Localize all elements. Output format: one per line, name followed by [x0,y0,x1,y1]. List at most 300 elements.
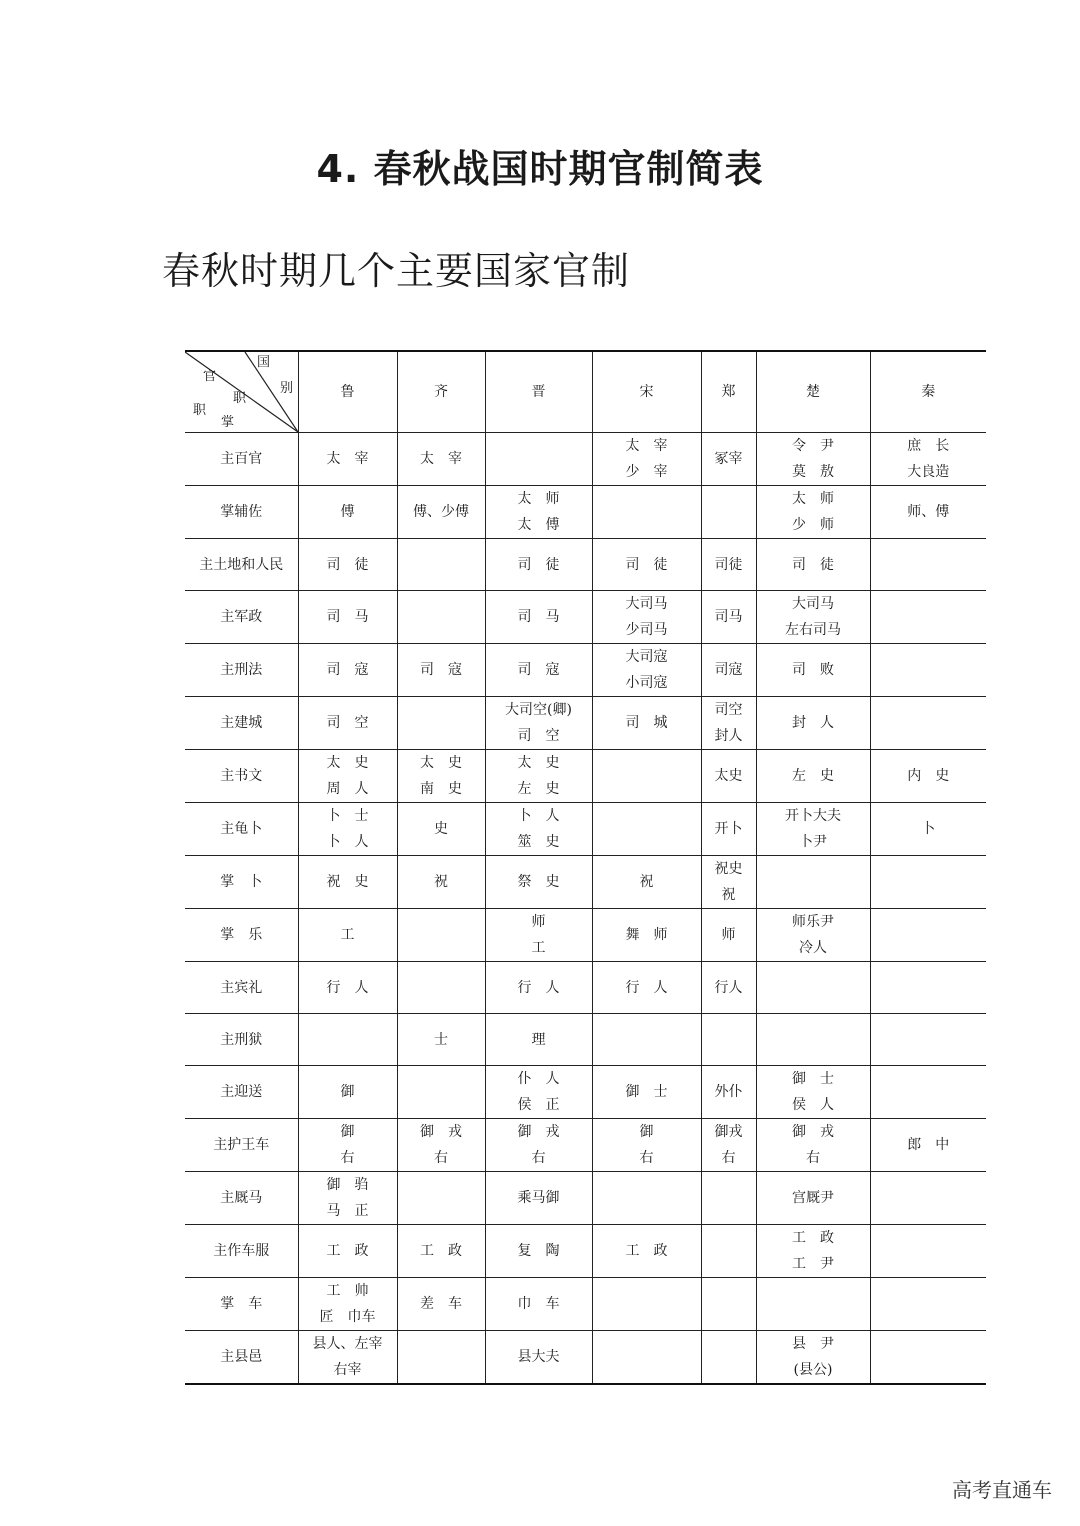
office-cell [756,539,870,591]
office-cell-line: 御 戎 [517,1124,560,1140]
table-row [185,909,986,962]
office-cell [298,1119,397,1172]
office-cell-line: 县大夫 [517,1349,560,1365]
office-cell [756,1225,870,1278]
office-cell [592,539,701,591]
office-cell-line: 太 师 [517,491,560,507]
office-cell-line: 工 [531,940,546,956]
state-header-6: 秦 [870,351,986,433]
office-cell [592,433,701,486]
office-cell [870,1331,986,1385]
office-cell-line: 右 [639,1150,654,1166]
office-cell-line: 太 史 [326,755,369,771]
office-cell [870,1172,986,1225]
table-row [185,1331,986,1385]
watermark-text: 高考直通车 [952,1478,1052,1502]
table-row [185,1225,986,1278]
office-cell [397,1066,485,1119]
table-row [185,1278,986,1331]
office-cell-line: 县人、左宰 [312,1336,383,1352]
office-cell-line: 马 正 [326,1203,369,1219]
table-row [185,591,986,644]
duty-cell: 掌辅佐 [185,486,298,539]
office-cell-line: 司 马 [326,609,369,625]
office-cell [701,1066,756,1119]
office-cell [397,591,485,644]
office-cell [298,1066,397,1119]
office-cell-line: 工 帅 [326,1283,369,1299]
office-cell-line: 御 士 [792,1071,834,1087]
office-cell-line: 宫厩尹 [792,1190,834,1206]
office-cell [756,486,870,539]
office-cell-line: 司空 [714,702,743,718]
office-cell-line: 司 城 [625,715,668,731]
office-cell [592,697,701,750]
office-cell-line: 郎 中 [907,1137,950,1153]
office-cell [870,803,986,856]
office-cell-line: 右 [340,1150,355,1166]
corner-label-guo: 国 [257,355,271,370]
office-cell-line: 工 [340,927,355,943]
office-cell-line: 司 寇 [326,662,369,678]
office-cell-line: (县公) [793,1362,833,1378]
office-cell-line: 太 史 [517,755,560,771]
office-cell [701,539,756,591]
office-cell [870,539,986,591]
office-cell-line: 舞 师 [625,927,668,943]
duty-cell: 主建城 [185,697,298,750]
office-cell [298,856,397,909]
office-cell [701,591,756,644]
corner-header-cell [185,351,298,433]
duty-cell: 主百官 [185,433,298,486]
office-cell [701,486,756,539]
office-cell [701,750,756,803]
office-cell [701,856,756,909]
office-cell [701,697,756,750]
table-row [185,697,986,750]
duty-cell: 主军政 [185,591,298,644]
duty-cell: 主迎送 [185,1066,298,1119]
corner-label-zhang: 掌 [221,415,235,430]
office-cell-line: 莫 敖 [792,464,834,480]
office-cell-line: 大司寇 [625,649,668,665]
office-cell-line: 师 [531,914,546,930]
office-cell-line: 史 [434,821,448,837]
office-cell [298,909,397,962]
office-cell [756,644,870,697]
office-cell-line: 大司马 [792,596,834,612]
office-cell-line: 右 [721,1150,736,1166]
office-cell-line: 封 人 [792,715,834,731]
office-cell-line: 工 政 [792,1230,834,1246]
office-cell [592,856,701,909]
office-cell-line: 巾 车 [517,1296,560,1312]
office-cell-line: 御 戎 [420,1124,462,1140]
office-cell-line: 御 戎 [792,1124,834,1140]
office-cell-line: 太史 [714,768,743,784]
office-cell [485,1014,592,1066]
page-title: 4. 春秋战国时期官制简表 [316,147,764,191]
office-cell [592,591,701,644]
office-cell [298,539,397,591]
office-cell [756,433,870,486]
office-cell-line: 士 [434,1031,448,1048]
office-cell [592,803,701,856]
office-cell-line: 师、傅 [907,504,950,520]
office-cell [701,1225,756,1278]
office-cell [592,1014,701,1066]
office-cell [701,1172,756,1225]
duty-cell: 主厩马 [185,1172,298,1225]
office-cell [701,1014,756,1066]
state-header-5: 楚 [756,351,870,433]
office-cell [485,433,592,486]
office-cell [298,591,397,644]
state-header-4: 郑 [701,351,756,433]
office-cell-line: 司 败 [792,662,834,678]
office-cell-line: 祝史 [714,861,743,877]
table-row [185,1014,986,1066]
office-cell-line: 侯 正 [517,1097,560,1113]
duty-cell: 主宾礼 [185,962,298,1014]
duty-cell: 掌 卜 [185,856,298,909]
office-cell-line: 大良造 [907,464,950,480]
duty-cell: 主土地和人民 [185,539,298,591]
office-cell [485,1172,592,1225]
office-cell-line: 大司马 [625,596,668,612]
office-cell [485,909,592,962]
office-cell [397,750,485,803]
office-cell-line: 卜 [921,821,936,837]
office-cell [397,1225,485,1278]
table-row [185,962,986,1014]
office-cell-line: 御 [340,1124,355,1140]
office-cell-line: 少司马 [625,622,668,638]
office-cell [592,962,701,1014]
office-cell-line: 令 尹 [792,438,834,454]
office-cell [701,962,756,1014]
office-cell-line: 内 史 [907,768,950,784]
duty-cell: 掌 车 [185,1278,298,1331]
office-cell-line: 行 人 [625,979,668,996]
office-cell-line: 外仆 [714,1084,743,1100]
office-cell [397,697,485,750]
office-cell [870,486,986,539]
office-cell [592,750,701,803]
office-cell-line: 右 [531,1150,546,1166]
office-cell-line: 差 车 [420,1296,462,1312]
office-cell-line: 司 徒 [792,556,834,573]
office-cell-line: 御 [639,1124,654,1140]
office-cell-line: 工 尹 [792,1256,834,1272]
table-row [185,803,986,856]
office-cell-line: 右 [434,1150,448,1166]
duty-cell: 主刑法 [185,644,298,697]
office-cell [701,803,756,856]
office-cell [298,1014,397,1066]
office-cell-line: 冢宰 [714,451,743,467]
office-cell [870,1278,986,1331]
office-cell [870,591,986,644]
office-cell-line: 开卜 [714,821,743,837]
office-cell [870,856,986,909]
office-cell-line: 乘马御 [517,1190,560,1206]
office-cell-line: 工 政 [326,1243,369,1259]
office-cell [485,1331,592,1385]
office-cell-line: 理 [531,1031,546,1048]
office-cell-line: 南 史 [420,781,462,797]
office-cell [485,856,592,909]
table-row [185,1066,986,1119]
office-cell [756,1014,870,1066]
office-cell-line: 右宰 [333,1362,362,1378]
corner-label-zhi-2: 职 [193,403,207,418]
office-cell [592,1331,701,1385]
office-cell [870,644,986,697]
office-cell-line: 傅、少傅 [413,504,469,520]
office-cell-line: 卜 人 [517,808,560,824]
corner-label-guan: 官 [203,369,217,384]
office-cell-line: 筮 史 [517,834,560,850]
table-row [185,1119,986,1172]
office-cell [870,697,986,750]
office-cell-line: 开卜大夫 [785,808,841,824]
office-cell-line: 司 徒 [326,556,369,573]
office-cell [397,1331,485,1385]
duty-cell: 主护王车 [185,1119,298,1172]
office-cell-line: 太 宰 [326,451,369,467]
office-cell [298,1225,397,1278]
office-cell-line: 太 傅 [517,517,560,533]
office-cell-line: 御 士 [625,1084,668,1100]
office-cell-line: 师乐尹 [792,914,834,930]
office-cell [397,909,485,962]
office-cell-line: 左 史 [517,781,560,797]
office-cell [592,1172,701,1225]
office-cell [298,697,397,750]
office-cell-line: 司徒 [714,556,743,573]
office-cell [298,1278,397,1331]
office-cell-line: 行人 [714,979,743,996]
office-cell [397,486,485,539]
office-cell-line: 司 徒 [625,556,668,573]
office-cell [397,962,485,1014]
office-cell [298,1172,397,1225]
office-cell-line: 傅 [340,504,355,520]
office-cell [592,1066,701,1119]
office-cell-line: 御 驺 [326,1177,369,1193]
office-cell-line: 行 人 [517,979,560,996]
state-header-3: 宋 [592,351,701,433]
office-cell [870,962,986,1014]
office-cell [397,539,485,591]
office-cell-line: 卜尹 [799,834,827,850]
corner-label-bie: 别 [280,381,294,396]
duty-cell: 主县邑 [185,1331,298,1385]
office-cell-line: 少 师 [792,517,834,533]
office-cell-line: 司 寇 [420,662,462,678]
table-body [185,433,986,1385]
office-cell [756,1172,870,1225]
state-header-1: 齐 [397,351,485,433]
office-cell [397,803,485,856]
office-cell [592,486,701,539]
office-cell [756,1331,870,1385]
office-cell [397,1119,485,1172]
office-cell [756,1066,870,1119]
office-cell-line: 卜 士 [326,808,369,824]
office-cell [756,591,870,644]
office-cell [298,803,397,856]
office-cell-line: 祝 [434,874,448,890]
office-cell-line: 大司空(卿) [505,702,572,718]
office-cell-line: 太 师 [792,491,834,507]
office-cell [870,750,986,803]
office-cell-line: 小司寇 [625,675,668,691]
office-cell [756,962,870,1014]
office-cell [298,962,397,1014]
office-cell [870,1066,986,1119]
office-cell-line: 庶 长 [907,438,950,454]
office-cell [485,962,592,1014]
office-cell [485,539,592,591]
office-cell [485,1119,592,1172]
office-cell [298,750,397,803]
office-cell [701,1278,756,1331]
office-cell [756,1119,870,1172]
office-cell-line: 工 政 [625,1243,668,1259]
office-cell-line: 太 史 [420,755,462,771]
state-header-0: 鲁 [298,351,397,433]
office-cell-line: 左右司马 [785,622,841,638]
table-row [185,750,986,803]
office-cell-line: 少 宰 [625,464,668,480]
office-cell [592,909,701,962]
office-cell [298,1331,397,1385]
office-cell [870,1225,986,1278]
office-cell-line: 太 宰 [420,451,462,467]
office-cell [397,1014,485,1066]
duty-cell: 掌 乐 [185,909,298,962]
office-cell [756,909,870,962]
office-cell [870,909,986,962]
table-row [185,1172,986,1225]
office-cell [397,856,485,909]
table-header-row [185,351,986,433]
office-cell [592,1278,701,1331]
office-cell-line: 侯 人 [792,1097,834,1113]
duty-cell: 主龟卜 [185,803,298,856]
office-cell [756,856,870,909]
office-cell [701,909,756,962]
office-cell-line: 左 史 [792,768,834,784]
office-cell [485,591,592,644]
office-cell-line: 司 空 [326,715,369,731]
office-cell-line: 县 尹 [792,1336,834,1352]
office-cell-line: 祝 [639,874,654,890]
office-cell [397,1172,485,1225]
office-cell-line: 仆 人 [517,1071,560,1087]
office-cell [485,1066,592,1119]
office-cell [701,1119,756,1172]
office-cell-line: 御戎 [714,1124,743,1140]
office-cell [485,750,592,803]
office-cell-line: 周 人 [326,781,369,797]
table-row [185,433,986,486]
duty-cell: 主书文 [185,750,298,803]
office-cell-line: 司 寇 [517,662,560,678]
office-cell-line: 司 空 [517,728,560,744]
office-cell-line: 复 陶 [517,1243,560,1259]
section-subtitle: 春秋时期几个主要国家官制 [162,249,631,293]
office-cell [485,1225,592,1278]
table-row [185,644,986,697]
office-cell [397,1278,485,1331]
table-row [185,539,986,591]
office-cell [701,433,756,486]
office-cell-line: 太 宰 [625,438,668,454]
office-cell [298,644,397,697]
office-cell-line: 司寇 [714,662,743,678]
duty-cell: 主刑狱 [185,1014,298,1066]
office-cell [870,433,986,486]
office-cell [485,486,592,539]
office-cell [298,433,397,486]
office-cell [485,803,592,856]
office-cell [592,644,701,697]
office-cell-line: 师 [721,927,736,943]
office-cell-line: 匠 巾车 [319,1309,376,1325]
office-cell-line: 封人 [714,728,743,744]
office-cell [870,1119,986,1172]
office-cell-line: 司 徒 [517,556,560,573]
office-cell-line: 冷人 [799,940,827,956]
office-cell-line: 司 马 [517,609,560,625]
office-cell [756,1278,870,1331]
office-cell-line: 司马 [714,609,743,625]
table-row [185,486,986,539]
office-cell-line: 祝 [721,887,736,903]
office-cell [485,1278,592,1331]
office-cell [298,486,397,539]
office-cell [756,750,870,803]
office-cell [397,644,485,697]
office-cell [870,1014,986,1066]
office-cell-line: 祝 史 [326,874,369,890]
duty-cell: 主作车服 [185,1225,298,1278]
office-cell [592,1225,701,1278]
office-cell-line: 右 [806,1150,820,1166]
state-header-2: 晋 [485,351,592,433]
offices-table [185,350,986,1385]
office-cell-line: 卜 人 [326,834,369,850]
offices-table-container [185,350,986,1385]
office-cell-line: 工 政 [420,1243,462,1259]
office-cell [485,697,592,750]
office-cell [701,644,756,697]
office-cell-line: 御 [340,1084,355,1100]
office-cell-line: 祭 史 [517,874,560,890]
office-cell [756,697,870,750]
office-cell [397,433,485,486]
corner-label-zhi-1: 职 [233,391,247,406]
office-cell-line: 行 人 [326,979,369,996]
office-cell [592,1119,701,1172]
office-cell [756,803,870,856]
office-cell [701,1331,756,1385]
office-cell [485,644,592,697]
